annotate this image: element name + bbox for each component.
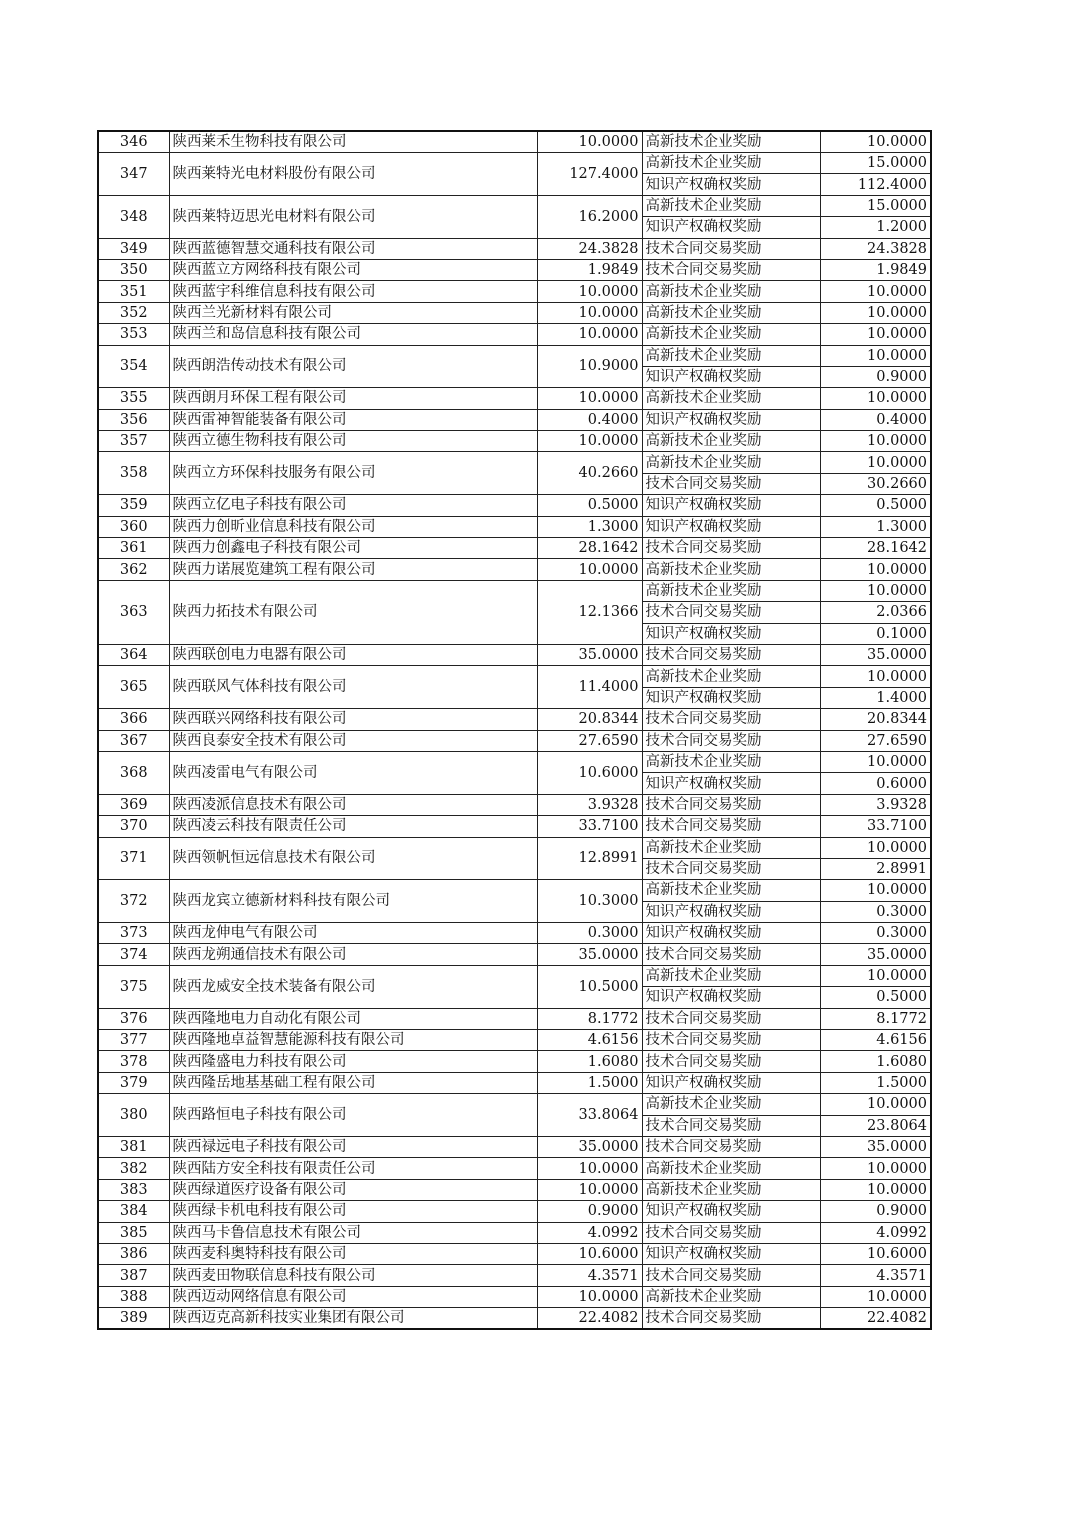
award-amount: 10.0000 <box>820 580 931 601</box>
company-name: 陕西莱特迈思光电材料有限公司 <box>169 195 537 238</box>
company-name: 陕西兰和岛信息科技有限公司 <box>169 324 537 345</box>
table-row <box>98 153 931 174</box>
award-type: 技术合同交易奖励 <box>642 858 820 879</box>
award-amount: 0.9000 <box>820 366 931 387</box>
row-number: 388 <box>98 1286 169 1307</box>
award-amount: 15.0000 <box>820 153 931 174</box>
award-amount: 0.9000 <box>820 1201 931 1222</box>
total-amount: 3.9328 <box>537 794 642 815</box>
award-amount: 10.0000 <box>820 452 931 473</box>
company-name: 陕西凌云科技有限责任公司 <box>169 816 537 837</box>
award-type: 高新技术企业奖励 <box>642 880 820 901</box>
award-type: 知识产权确权奖励 <box>642 1072 820 1093</box>
total-amount: 1.3000 <box>537 516 642 537</box>
table-row <box>98 580 931 601</box>
row-number: 376 <box>98 1008 169 1029</box>
company-name: 陕西蓝宇科维信息科技有限公司 <box>169 281 537 302</box>
award-amount: 30.2660 <box>820 473 931 494</box>
award-type: 高新技术企业奖励 <box>642 751 820 772</box>
award-type: 知识产权确权奖励 <box>642 217 820 238</box>
award-type: 知识产权确权奖励 <box>642 366 820 387</box>
row-number: 372 <box>98 880 169 923</box>
row-number: 386 <box>98 1243 169 1264</box>
award-amount: 10.0000 <box>820 1158 931 1179</box>
row-number: 351 <box>98 281 169 302</box>
total-amount: 12.8991 <box>537 837 642 880</box>
total-amount: 10.0000 <box>537 431 642 452</box>
total-amount: 10.9000 <box>537 345 642 388</box>
company-name: 陕西朗浩传动技术有限公司 <box>169 345 537 388</box>
table-row <box>98 516 931 537</box>
award-amount: 2.8991 <box>820 858 931 879</box>
row-number: 353 <box>98 324 169 345</box>
award-amount: 0.4000 <box>820 409 931 430</box>
row-number: 346 <box>98 131 169 153</box>
table-row <box>98 1179 931 1200</box>
award-amount: 4.0992 <box>820 1222 931 1243</box>
award-amount: 10.0000 <box>820 431 931 452</box>
company-name: 陕西蓝立方网络科技有限公司 <box>169 259 537 280</box>
award-type: 知识产权确权奖励 <box>642 623 820 644</box>
total-amount: 27.6590 <box>537 730 642 751</box>
award-amount: 0.5000 <box>820 987 931 1008</box>
award-amount: 22.4082 <box>820 1308 931 1330</box>
total-amount: 35.0000 <box>537 644 642 665</box>
award-type: 技术合同交易奖励 <box>642 709 820 730</box>
table-row <box>98 452 931 473</box>
row-number: 384 <box>98 1201 169 1222</box>
total-amount: 35.0000 <box>537 1136 642 1157</box>
row-number: 378 <box>98 1051 169 1072</box>
table-row <box>98 1243 931 1264</box>
award-type: 高新技术企业奖励 <box>642 345 820 366</box>
table-row <box>98 345 931 366</box>
company-name: 陕西良泰安全技术有限公司 <box>169 730 537 751</box>
total-amount: 1.6080 <box>537 1051 642 1072</box>
award-amount: 28.1642 <box>820 538 931 559</box>
total-amount: 1.5000 <box>537 1072 642 1093</box>
total-amount: 10.0000 <box>537 281 642 302</box>
table-row <box>98 794 931 815</box>
row-number: 375 <box>98 965 169 1008</box>
total-amount: 10.0000 <box>537 559 642 580</box>
company-name: 陕西龙朔通信技术有限公司 <box>169 944 537 965</box>
award-amount: 10.0000 <box>820 559 931 580</box>
company-name: 陕西凌雷电气有限公司 <box>169 751 537 794</box>
award-type: 高新技术企业奖励 <box>642 965 820 986</box>
award-type: 知识产权确权奖励 <box>642 174 820 195</box>
award-amount: 0.3000 <box>820 901 931 922</box>
award-type: 知识产权确权奖励 <box>642 923 820 944</box>
table-row <box>98 1136 931 1157</box>
table-row <box>98 1030 931 1051</box>
award-type: 高新技术企业奖励 <box>642 131 820 153</box>
row-number: 387 <box>98 1265 169 1286</box>
row-number: 358 <box>98 452 169 495</box>
table-row <box>98 238 931 259</box>
company-name: 陕西联兴网络科技有限公司 <box>169 709 537 730</box>
award-type: 高新技术企业奖励 <box>642 281 820 302</box>
total-amount: 20.8344 <box>537 709 642 730</box>
company-name: 陕西莱特光电材料股份有限公司 <box>169 153 537 196</box>
award-amount: 24.3828 <box>820 238 931 259</box>
award-amount: 10.0000 <box>820 666 931 687</box>
award-type: 技术合同交易奖励 <box>642 259 820 280</box>
award-amount: 23.8064 <box>820 1115 931 1136</box>
company-name: 陕西联创电力电器有限公司 <box>169 644 537 665</box>
award-type: 技术合同交易奖励 <box>642 238 820 259</box>
award-type: 技术合同交易奖励 <box>642 473 820 494</box>
total-amount: 11.4000 <box>537 666 642 709</box>
row-number: 352 <box>98 302 169 323</box>
row-number: 382 <box>98 1158 169 1179</box>
award-type: 高新技术企业奖励 <box>642 195 820 216</box>
award-type: 知识产权确权奖励 <box>642 1201 820 1222</box>
award-type: 高新技术企业奖励 <box>642 324 820 345</box>
table-row <box>98 1158 931 1179</box>
award-amount: 35.0000 <box>820 1136 931 1157</box>
award-type: 高新技术企业奖励 <box>642 431 820 452</box>
row-number: 383 <box>98 1179 169 1200</box>
table-row <box>98 1008 931 1029</box>
award-amount: 10.0000 <box>820 880 931 901</box>
award-amount: 2.0366 <box>820 602 931 623</box>
company-name: 陕西蓝德智慧交通科技有限公司 <box>169 238 537 259</box>
row-number: 367 <box>98 730 169 751</box>
award-type: 高新技术企业奖励 <box>642 302 820 323</box>
company-name: 陕西龙威安全技术装备有限公司 <box>169 965 537 1008</box>
company-name: 陕西朗月环保工程有限公司 <box>169 388 537 409</box>
company-name: 陕西隆地电力自动化有限公司 <box>169 1008 537 1029</box>
award-type: 知识产权确权奖励 <box>642 516 820 537</box>
row-number: 365 <box>98 666 169 709</box>
award-type: 技术合同交易奖励 <box>642 602 820 623</box>
table-row <box>98 1286 931 1307</box>
company-name: 陕西领帆恒远信息技术有限公司 <box>169 837 537 880</box>
table-row <box>98 195 931 216</box>
award-amount: 0.1000 <box>820 623 931 644</box>
company-name: 陕西凌派信息技术有限公司 <box>169 794 537 815</box>
row-number: 389 <box>98 1308 169 1330</box>
total-amount: 8.1772 <box>537 1008 642 1029</box>
total-amount: 4.3571 <box>537 1265 642 1286</box>
table-row <box>98 1051 931 1072</box>
award-type: 技术合同交易奖励 <box>642 794 820 815</box>
row-number: 385 <box>98 1222 169 1243</box>
table-row <box>98 880 931 901</box>
award-type: 知识产权确权奖励 <box>642 409 820 430</box>
award-type: 高新技术企业奖励 <box>642 452 820 473</box>
award-type: 技术合同交易奖励 <box>642 1308 820 1330</box>
award-amount: 10.0000 <box>820 837 931 858</box>
award-table-body <box>98 131 931 1329</box>
award-type: 技术合同交易奖励 <box>642 1051 820 1072</box>
award-amount: 35.0000 <box>820 644 931 665</box>
award-amount: 1.4000 <box>820 687 931 708</box>
award-table <box>97 130 932 1330</box>
table-row <box>98 1072 931 1093</box>
award-amount: 27.6590 <box>820 730 931 751</box>
table-row <box>98 324 931 345</box>
total-amount: 0.4000 <box>537 409 642 430</box>
award-type: 技术合同交易奖励 <box>642 538 820 559</box>
award-type: 知识产权确权奖励 <box>642 987 820 1008</box>
award-type: 技术合同交易奖励 <box>642 1265 820 1286</box>
row-number: 366 <box>98 709 169 730</box>
award-type: 高新技术企业奖励 <box>642 1286 820 1307</box>
total-amount: 10.5000 <box>537 965 642 1008</box>
total-amount: 35.0000 <box>537 944 642 965</box>
company-name: 陕西麦科奥特科技有限公司 <box>169 1243 537 1264</box>
table-row <box>98 837 931 858</box>
award-type: 技术合同交易奖励 <box>642 944 820 965</box>
award-type: 高新技术企业奖励 <box>642 559 820 580</box>
table-row <box>98 495 931 516</box>
company-name: 陕西立方环保科技服务有限公司 <box>169 452 537 495</box>
row-number: 360 <box>98 516 169 537</box>
row-number: 368 <box>98 751 169 794</box>
row-number: 370 <box>98 816 169 837</box>
table-row <box>98 751 931 772</box>
row-number: 363 <box>98 580 169 644</box>
total-amount: 0.3000 <box>537 923 642 944</box>
company-name: 陕西力创昕业信息科技有限公司 <box>169 516 537 537</box>
total-amount: 1.9849 <box>537 259 642 280</box>
award-amount: 10.0000 <box>820 1179 931 1200</box>
award-type: 高新技术企业奖励 <box>642 1179 820 1200</box>
company-name: 陕西隆岳地基基础工程有限公司 <box>169 1072 537 1093</box>
company-name: 陕西禄远电子科技有限公司 <box>169 1136 537 1157</box>
table-row <box>98 259 931 280</box>
award-amount: 8.1772 <box>820 1008 931 1029</box>
table-row <box>98 281 931 302</box>
table-row <box>98 644 931 665</box>
total-amount: 10.3000 <box>537 880 642 923</box>
table-row <box>98 1265 931 1286</box>
award-type: 高新技术企业奖励 <box>642 1094 820 1115</box>
row-number: 348 <box>98 195 169 238</box>
row-number: 374 <box>98 944 169 965</box>
total-amount: 4.0992 <box>537 1222 642 1243</box>
award-amount: 10.0000 <box>820 345 931 366</box>
total-amount: 22.4082 <box>537 1308 642 1330</box>
award-type: 技术合同交易奖励 <box>642 1222 820 1243</box>
award-amount: 10.0000 <box>820 324 931 345</box>
row-number: 357 <box>98 431 169 452</box>
company-name: 陕西绿卡机电科技有限公司 <box>169 1201 537 1222</box>
total-amount: 28.1642 <box>537 538 642 559</box>
total-amount: 10.0000 <box>537 324 642 345</box>
company-name: 陕西隆盛电力科技有限公司 <box>169 1051 537 1072</box>
award-type: 技术合同交易奖励 <box>642 1115 820 1136</box>
company-name: 陕西路恒电子科技有限公司 <box>169 1094 537 1137</box>
row-number: 349 <box>98 238 169 259</box>
award-type: 技术合同交易奖励 <box>642 730 820 751</box>
total-amount: 24.3828 <box>537 238 642 259</box>
table-row <box>98 302 931 323</box>
table-row <box>98 709 931 730</box>
total-amount: 12.1366 <box>537 580 642 644</box>
company-name: 陕西立德生物科技有限公司 <box>169 431 537 452</box>
award-type: 高新技术企业奖励 <box>642 666 820 687</box>
total-amount: 10.6000 <box>537 751 642 794</box>
award-amount: 33.7100 <box>820 816 931 837</box>
row-number: 371 <box>98 837 169 880</box>
award-amount: 10.0000 <box>820 388 931 409</box>
award-amount: 3.9328 <box>820 794 931 815</box>
company-name: 陕西绿道医疗设备有限公司 <box>169 1179 537 1200</box>
total-amount: 10.6000 <box>537 1243 642 1264</box>
award-amount: 0.3000 <box>820 923 931 944</box>
table-row <box>98 559 931 580</box>
table-row <box>98 431 931 452</box>
row-number: 361 <box>98 538 169 559</box>
table-row <box>98 1201 931 1222</box>
award-amount: 10.0000 <box>820 965 931 986</box>
company-name: 陕西麦田物联信息科技有限公司 <box>169 1265 537 1286</box>
table-row <box>98 923 931 944</box>
award-type: 知识产权确权奖励 <box>642 901 820 922</box>
company-name: 陕西力拓技术有限公司 <box>169 580 537 644</box>
award-type: 技术合同交易奖励 <box>642 1008 820 1029</box>
total-amount: 10.0000 <box>537 1286 642 1307</box>
total-amount: 0.5000 <box>537 495 642 516</box>
award-amount: 10.0000 <box>820 302 931 323</box>
row-number: 381 <box>98 1136 169 1157</box>
total-amount: 0.9000 <box>537 1201 642 1222</box>
award-amount: 1.5000 <box>820 1072 931 1093</box>
company-name: 陕西联风气体科技有限公司 <box>169 666 537 709</box>
award-amount: 10.0000 <box>820 1286 931 1307</box>
row-number: 369 <box>98 794 169 815</box>
award-amount: 1.6080 <box>820 1051 931 1072</box>
award-type: 高新技术企业奖励 <box>642 388 820 409</box>
award-amount: 1.3000 <box>820 516 931 537</box>
company-name: 陕西隆地卓益智慧能源科技有限公司 <box>169 1030 537 1051</box>
total-amount: 10.0000 <box>537 388 642 409</box>
award-type: 高新技术企业奖励 <box>642 153 820 174</box>
award-amount: 1.2000 <box>820 217 931 238</box>
award-amount: 10.0000 <box>820 281 931 302</box>
award-amount: 4.6156 <box>820 1030 931 1051</box>
award-type: 高新技术企业奖励 <box>642 837 820 858</box>
table-row <box>98 965 931 986</box>
company-name: 陕西力诺展览建筑工程有限公司 <box>169 559 537 580</box>
award-amount: 112.4000 <box>820 174 931 195</box>
table-row <box>98 1094 931 1115</box>
award-amount: 10.0000 <box>820 751 931 772</box>
award-amount: 10.0000 <box>820 1094 931 1115</box>
row-number: 356 <box>98 409 169 430</box>
company-name: 陕西陆方安全科技有限责任公司 <box>169 1158 537 1179</box>
award-type: 高新技术企业奖励 <box>642 1158 820 1179</box>
award-amount: 20.8344 <box>820 709 931 730</box>
table-row <box>98 388 931 409</box>
total-amount: 33.8064 <box>537 1094 642 1137</box>
table-row <box>98 666 931 687</box>
row-number: 347 <box>98 153 169 196</box>
row-number: 373 <box>98 923 169 944</box>
award-amount: 10.0000 <box>820 131 931 153</box>
company-name: 陕西迈克高新科技实业集团有限公司 <box>169 1308 537 1330</box>
row-number: 380 <box>98 1094 169 1137</box>
award-amount: 1.9849 <box>820 259 931 280</box>
row-number: 354 <box>98 345 169 388</box>
total-amount: 33.7100 <box>537 816 642 837</box>
row-number: 364 <box>98 644 169 665</box>
company-name: 陕西迈动网络信息有限公司 <box>169 1286 537 1307</box>
company-name: 陕西马卡鲁信息技术有限公司 <box>169 1222 537 1243</box>
row-number: 362 <box>98 559 169 580</box>
company-name: 陕西莱禾生物科技有限公司 <box>169 131 537 153</box>
total-amount: 16.2000 <box>537 195 642 238</box>
table-row <box>98 1222 931 1243</box>
award-amount: 4.3571 <box>820 1265 931 1286</box>
company-name: 陕西雷神智能装备有限公司 <box>169 409 537 430</box>
award-amount: 10.6000 <box>820 1243 931 1264</box>
company-name: 陕西兰光新材料有限公司 <box>169 302 537 323</box>
table-row <box>98 131 931 153</box>
total-amount: 40.2660 <box>537 452 642 495</box>
award-type: 知识产权确权奖励 <box>642 687 820 708</box>
table-row <box>98 538 931 559</box>
award-type: 技术合同交易奖励 <box>642 816 820 837</box>
table-row <box>98 944 931 965</box>
table-row <box>98 409 931 430</box>
award-amount: 0.6000 <box>820 773 931 794</box>
total-amount: 4.6156 <box>537 1030 642 1051</box>
row-number: 350 <box>98 259 169 280</box>
award-type: 技术合同交易奖励 <box>642 1136 820 1157</box>
company-name: 陕西力创鑫电子科技有限公司 <box>169 538 537 559</box>
company-name: 陕西立亿电子科技有限公司 <box>169 495 537 516</box>
award-type: 高新技术企业奖励 <box>642 580 820 601</box>
total-amount: 10.0000 <box>537 302 642 323</box>
award-type: 知识产权确权奖励 <box>642 495 820 516</box>
row-number: 377 <box>98 1030 169 1051</box>
row-number: 355 <box>98 388 169 409</box>
row-number: 379 <box>98 1072 169 1093</box>
company-name: 陕西龙伸电气有限公司 <box>169 923 537 944</box>
total-amount: 127.4000 <box>537 153 642 196</box>
company-name: 陕西龙宾立德新材料科技有限公司 <box>169 880 537 923</box>
award-amount: 15.0000 <box>820 195 931 216</box>
row-number: 359 <box>98 495 169 516</box>
table-row <box>98 730 931 751</box>
award-type: 知识产权确权奖励 <box>642 1243 820 1264</box>
table-row <box>98 1308 931 1330</box>
award-type: 技术合同交易奖励 <box>642 1030 820 1051</box>
award-type: 知识产权确权奖励 <box>642 773 820 794</box>
table-row <box>98 816 931 837</box>
total-amount: 10.0000 <box>537 1179 642 1200</box>
award-type: 技术合同交易奖励 <box>642 644 820 665</box>
award-amount: 0.5000 <box>820 495 931 516</box>
award-amount: 35.0000 <box>820 944 931 965</box>
total-amount: 10.0000 <box>537 131 642 153</box>
total-amount: 10.0000 <box>537 1158 642 1179</box>
